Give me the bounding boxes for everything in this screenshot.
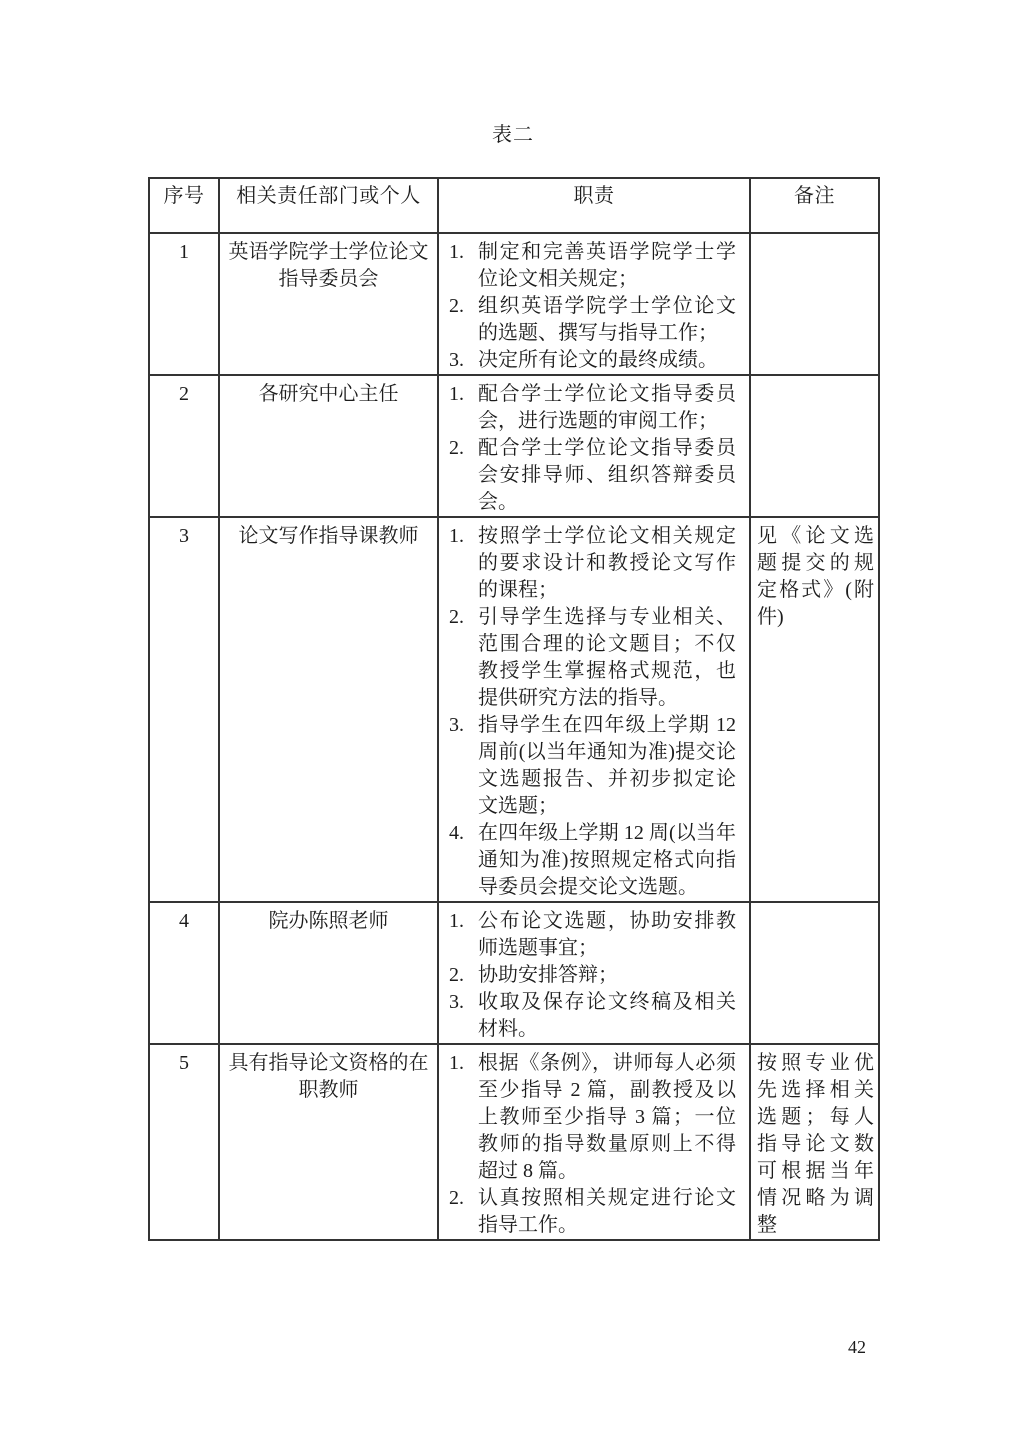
department-cell: 英语学院学士学位论文指导委员会	[219, 233, 438, 375]
table-row	[149, 1044, 879, 1240]
seq-cell: 3	[149, 517, 219, 902]
duty-item: 在四年级上学期 12 周(以当年通知为准)按照规定格式向指导委员会提交论文选题。	[478, 822, 736, 898]
duties-cell	[438, 375, 750, 517]
table-header-row	[149, 178, 879, 233]
col-header-duties: 职责	[438, 178, 750, 233]
responsibility-table	[148, 177, 880, 1241]
remark-cell	[750, 902, 879, 1044]
seq-cell: 2	[149, 375, 219, 517]
table-caption: 表二	[492, 124, 534, 146]
department-cell: 院办陈照老师	[219, 902, 438, 1044]
duty-item: 收取及保存论文终稿及相关材料。	[478, 991, 736, 1040]
department-cell: 论文写作指导课教师	[219, 517, 438, 902]
duty-item: 决定所有论文的最终成绩。	[478, 349, 718, 371]
duty-item: 认真按照相关规定进行论文指导工作。	[478, 1187, 736, 1236]
col-header-department: 相关责任部门或个人	[219, 178, 438, 233]
duties-cell	[438, 1044, 750, 1240]
duty-item: 组织英语学院学士学位论文的选题、撰写与指导工作；	[478, 295, 736, 344]
department-cell: 各研究中心主任	[219, 375, 438, 517]
duty-item: 协助安排答辩；	[478, 964, 618, 986]
duty-item: 指导学生在四年级上学期 12 周前(以当年通知为准)提交论文选题报告、并初步拟定论文选题；	[478, 714, 736, 817]
duties-cell	[438, 902, 750, 1044]
table-row	[149, 233, 879, 375]
table-row	[149, 902, 879, 1044]
page-number: 42	[848, 1337, 866, 1357]
col-header-remark: 备注	[750, 178, 879, 233]
duty-item: 配合学士学位论文指导委员会安排导师、组织答辩委员会。	[478, 437, 736, 513]
seq-cell: 1	[149, 233, 219, 375]
remark-cell	[750, 233, 879, 375]
seq-cell: 5	[149, 1044, 219, 1240]
col-header-seq: 序号	[149, 178, 219, 233]
department-cell: 具有指导论文资格的在职教师	[219, 1044, 438, 1240]
remark-cell: 见《论文选题提交的规定格式》(附件)	[750, 517, 879, 902]
duties-cell	[438, 233, 750, 375]
duty-item: 引导学生选择与专业相关、范围合理的论文题目；不仅教授学生掌握格式规范，也提供研究方法的指导。	[478, 606, 736, 709]
remark-cell: 按照专业优先选择相关选题；每人指导论文数可根据当年情况略为调整	[750, 1044, 879, 1240]
duties-cell	[438, 517, 750, 902]
duty-item: 根据《条例》，讲师每人必须至少指导 2 篇，副教授及以上教师至少指导 3 篇；一位教师的指导数量原则上不得超过 8 篇。	[478, 1052, 736, 1182]
duty-item: 按照学士学位论文相关规定的要求设计和教授论文写作的课程；	[478, 525, 736, 601]
duty-item: 公布论文选题，协助安排教师选题事宜；	[478, 910, 736, 959]
duty-item: 配合学士学位论文指导委员会，进行选题的审阅工作；	[478, 383, 736, 432]
duty-item: 制定和完善英语学院学士学位论文相关规定；	[478, 241, 736, 290]
seq-cell: 4	[149, 902, 219, 1044]
table-row	[149, 375, 879, 517]
remark-cell	[750, 375, 879, 517]
table-row	[149, 517, 879, 902]
